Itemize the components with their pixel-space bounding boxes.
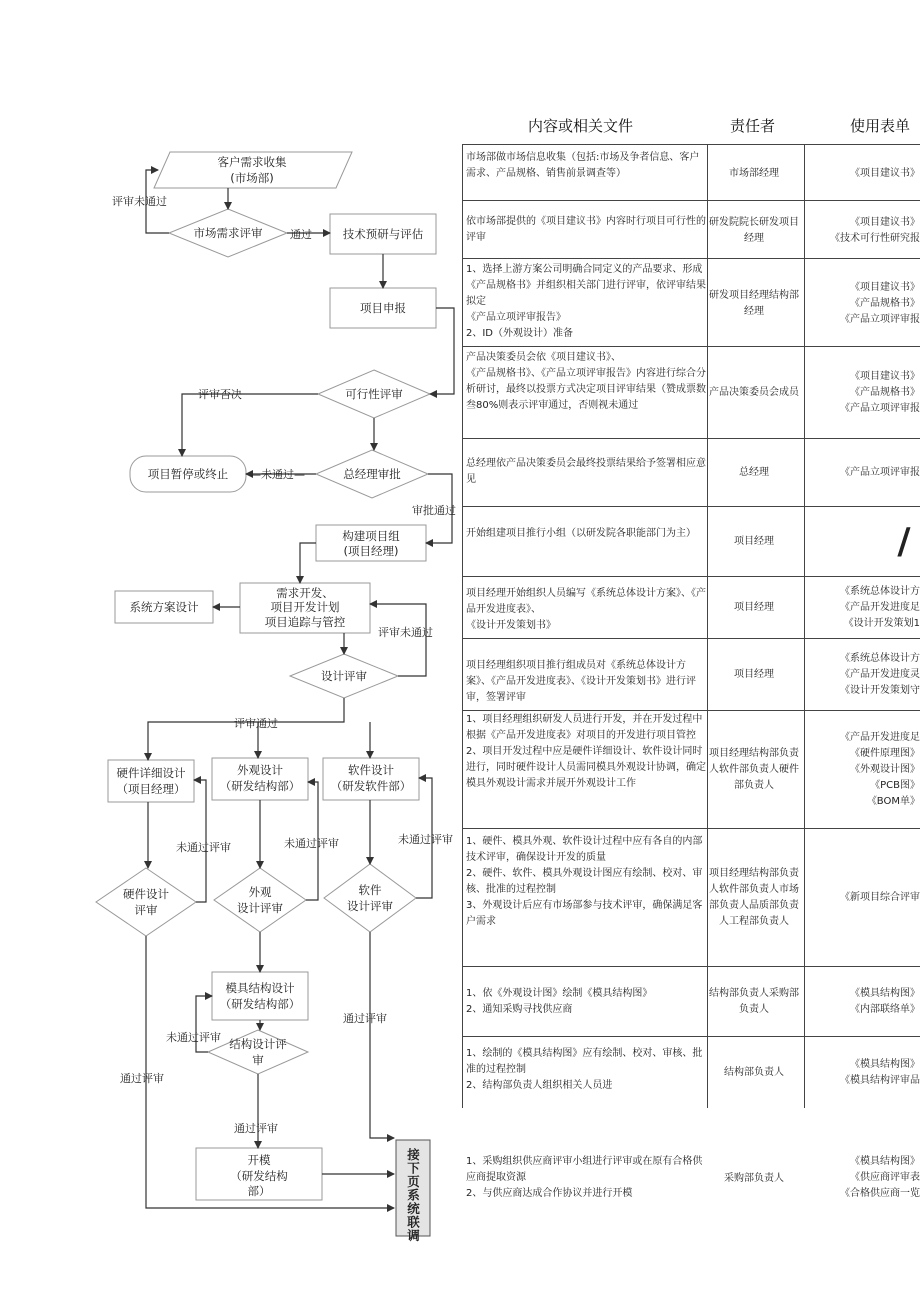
design-review-label: 设计评审 [321, 669, 367, 683]
table-left-border [462, 144, 463, 1108]
table-row-divider-5 [462, 506, 920, 507]
row-owner: 项目经理 [734, 536, 774, 547]
table-row-divider-2 [462, 258, 920, 259]
row-form: 《项目建议书》 《产品规格书》 《产品立项评审报 [840, 371, 920, 414]
row-content: 总经理依产品决策委员会最终投票结果给予签署相应意见 [466, 458, 706, 485]
table-row [466, 214, 706, 256]
row-form: 《模具结构图》 《供应商评审表 《合格供应商一览 [840, 1156, 920, 1199]
row-content: 1、项目经理组织研发人员进行开发，并在开发过程中根据《产品开发进度表》对项目的开发进行项目管控2、项目开发过程中应是硬件详细设计、软件设计同时进行，同时硬件设计人员需同模具外观设计协调，确定模具外观设计需求并展开外观设计工作 [466, 714, 706, 789]
sys-design-label: 系统方案设计 [129, 600, 199, 614]
market-review-label: 市场需求评审 [193, 226, 263, 240]
row-owner: 项目经理 [734, 602, 774, 613]
row-owner: 结构部负责人采购部负责人 [709, 988, 799, 1015]
hw-review-line-2: 评审 [134, 903, 158, 917]
row-form: 《模具结构图》 《模具结构评审品 [840, 1059, 920, 1086]
sw-review-line-2: 设计评审 [347, 899, 393, 913]
row-owner: 研发项目经理结构部经理 [709, 290, 799, 317]
row-form: 《产品开发进度足 《硬件原理图》 《外观设计图》 《PCB图》 《BOM单》 [840, 732, 920, 807]
row-content: 开始组建项目推行小组（以研发院各职能部门为主） [466, 528, 696, 539]
row-owner: 总经理 [739, 467, 769, 478]
table-row [466, 712, 706, 826]
label-fail-review-1: 未通过评审 [176, 841, 231, 854]
header-content: 内容或相关文件 [528, 117, 634, 135]
label-fail-review-2: 未通过评审 [284, 837, 339, 850]
sw-review-line-1: 软件 [358, 883, 382, 897]
ext-review-line-2: 设计评审 [237, 901, 283, 915]
header-owner: 责任者 [730, 117, 776, 135]
table-row [466, 456, 706, 504]
row-content: 1、采购组织供应商评审小组进行评审或在原有合格供应商提取资源 2、与供应商达成合作协议并进行开模 [466, 1156, 703, 1199]
label-pass-review-2: 通过评审 [120, 1072, 164, 1085]
row-form: 《新项目综合评审 [840, 892, 920, 903]
hw-review-line-1: 硬件设计 [123, 887, 169, 901]
next-page-label: 接下页系统联调 [405, 1148, 421, 1243]
tech-eval-label: 技术预研与评估 [342, 227, 424, 241]
row-content: 1、硬件、模具外观、软件设计过程中应有各自的内部技术评审，确保设计开发的质量 2、硬件、软件、模具外观设计图应有绘制、校对、审核、批准的过程控制 3、外观设计后应有市场部参与技术评审，确保满足客户需求 [466, 836, 703, 927]
ext-design-line-2: （研发结构部） [219, 779, 301, 793]
row-content: 项目经理组织项目推行组成员对《系统总体设计方案》、《产品开发进度表》、《设计开发策划书》进行评审，签署评审 [466, 660, 696, 703]
hw-design-line-2: （项目经理） [116, 782, 186, 796]
req-dev-line-2: 项目开发计划 [270, 600, 340, 614]
label-reject: 评审否决 [198, 388, 242, 401]
ext-review-line-1: 外观 [248, 885, 272, 899]
label-fail-review-4: 未通过评审 [166, 1031, 221, 1044]
table-col-divider-2 [804, 144, 805, 1108]
row-form: 《系统总体设计方 《产品开发进度足 《设计开发策划1 [840, 586, 920, 629]
table-row-divider-1 [462, 200, 920, 201]
table-row-divider-4 [462, 438, 920, 439]
table-row [466, 1046, 706, 1110]
feasibility-reject-edge [182, 394, 318, 456]
ext-design-line-1: 外观设计 [237, 763, 283, 777]
sw-design-line-2: （研发软件部） [330, 779, 412, 793]
mold-open-line-2: （研发结构 [230, 1169, 288, 1183]
struct-review-line-1: 结构设计评 [229, 1037, 287, 1051]
table-row-divider-3 [462, 346, 920, 347]
req-dev-line-3: 项目追踪与管控 [264, 615, 346, 629]
table-row-divider-10 [462, 966, 920, 967]
row-content: 1、依《外观设计图》绘制《模具结构图》 2、通知采购寻找供应商 [466, 988, 653, 1015]
struct-review-line-2: 审 [252, 1053, 264, 1067]
row-form: 《模具结构图》 《内部联络单》 [850, 988, 920, 1015]
req-dev-line-1: 需求开发、 [276, 586, 334, 600]
row-owner: 项目经理 [734, 669, 774, 680]
table-row [466, 526, 706, 572]
row-owner: 采购部负责人 [724, 1173, 784, 1184]
collect-line-1: 客户需求收集 [217, 155, 287, 169]
collect-line-2: (市场部) [230, 171, 274, 185]
mold-design-box [212, 972, 308, 1020]
table-row [466, 586, 706, 636]
row-content: 产品决策委员会依《项目建议书》、 《产品规格书》、《产品立项评审报告》内容进行综合分析研讨，最终以投票方式决定项目评审结果（赞成票数叁80%则表示评审通过，否则视未通过 [466, 352, 706, 411]
table-row [466, 658, 706, 708]
table-top-border [462, 144, 920, 145]
label-approved: 审批通过 [412, 504, 456, 517]
mold-open-line-1: 开模 [247, 1153, 271, 1167]
row-form: 《产品立项评审报 [840, 467, 920, 478]
row-form: 《项目建议书》 [850, 168, 920, 179]
label-pass: 通过 [290, 228, 312, 241]
pause-label: 项目暂停或终止 [147, 467, 229, 481]
hw-review-diamond [96, 868, 196, 936]
table-row-divider-9 [462, 828, 920, 829]
row-content: 项目经理开始组织人员编写《系统总体设计方案》、《产品开发进度表》、 《设计开发策划书》 [466, 588, 706, 631]
row-owner: 项目经理结构部负责人软件部负责人硬件部负责人 [709, 748, 799, 791]
table-row [466, 262, 706, 346]
row-form: 《项目建议书》 《技术可行性研究报 [830, 217, 920, 244]
gm-approval-label: 总经理审批 [343, 467, 401, 481]
row-owner: 结构部负责人 [724, 1067, 784, 1078]
build-team-line-2: (项目经理) [343, 544, 399, 558]
mold-design-line-1: 模具结构设计 [225, 981, 295, 995]
table-row [466, 986, 706, 1034]
table-row [466, 350, 706, 436]
sw-design-line-1: 软件设计 [348, 763, 394, 777]
table-row-divider-11 [462, 1036, 920, 1037]
row-owner: 市场部经理 [729, 168, 779, 179]
project-apply-label: 项目申报 [360, 301, 406, 315]
table-row [466, 1154, 706, 1206]
label-review-fail-2: 评审未通过 [378, 626, 433, 639]
table-row-divider-8 [462, 710, 920, 711]
team-to-req-edge [300, 543, 316, 583]
build-team-line-1: 构建项目组 [342, 529, 400, 543]
row-content: 1、选择上游方案公司明确合同定义的产品要求、形成《产品规格书》并组织相关部门进行评审，依评审结果拟定 《产品立项评审报告》 2、ID（外观设计）准备 [466, 264, 706, 339]
feasibility-label: 可行性评审 [345, 387, 403, 401]
label-review-fail: 评审未通过 [112, 195, 167, 208]
label-pass-review-3: 通过评审 [234, 1122, 278, 1135]
row-owner: 产品决策委员会成员 [709, 387, 799, 398]
row-form: 《项目建议书》 《产品规格书》 《产品立项评审报 [840, 282, 920, 325]
hw-design-line-1: 硬件详细设计 [116, 766, 186, 780]
row-content: 市场部做市场信息收集（包括:市场及争者信息、客户需求、产品规格、销售前景调查等） [466, 152, 700, 179]
row-form: / [897, 521, 911, 562]
mold-design-line-2: （研发结构部） [219, 997, 301, 1011]
label-pass-review-1: 通过评审 [343, 1012, 387, 1025]
header-form: 使用表单 [850, 117, 911, 135]
review-fail-loop-edge-2 [370, 604, 426, 676]
ext-review-diamond [214, 868, 306, 932]
table-row-divider-7 [462, 638, 920, 639]
label-not-pass: —未通过— [250, 468, 305, 481]
row-content: 依市场部提供的《项目建议书》内容时行项目可行性的评审 [466, 216, 706, 243]
label-fail-review-3: 未通过评审 [398, 833, 453, 846]
sw-pass-edge [370, 932, 394, 1138]
label-review-pass: 评审通过 [234, 717, 278, 730]
table-row [466, 834, 706, 964]
mold-open-line-3: 部） [247, 1184, 271, 1198]
sw-review-diamond [324, 864, 416, 932]
row-content: 1、绘制的《模具结构图》应有绘制、校对、审核、批准的过程控制 2、结构部负责人组织相关人员进 [466, 1048, 703, 1091]
table-row [466, 150, 706, 198]
row-owner: 研发院院长研发项目经理 [709, 217, 799, 244]
row-owner: 项目经理结构部负责人软件部负责人市场部负责人品质部负责人工程部负责人 [709, 868, 799, 927]
row-form: 《系统总体设计方 《产品开发进度灵 《设计开发策划守 [840, 653, 920, 696]
table-row-divider-6 [462, 576, 920, 577]
